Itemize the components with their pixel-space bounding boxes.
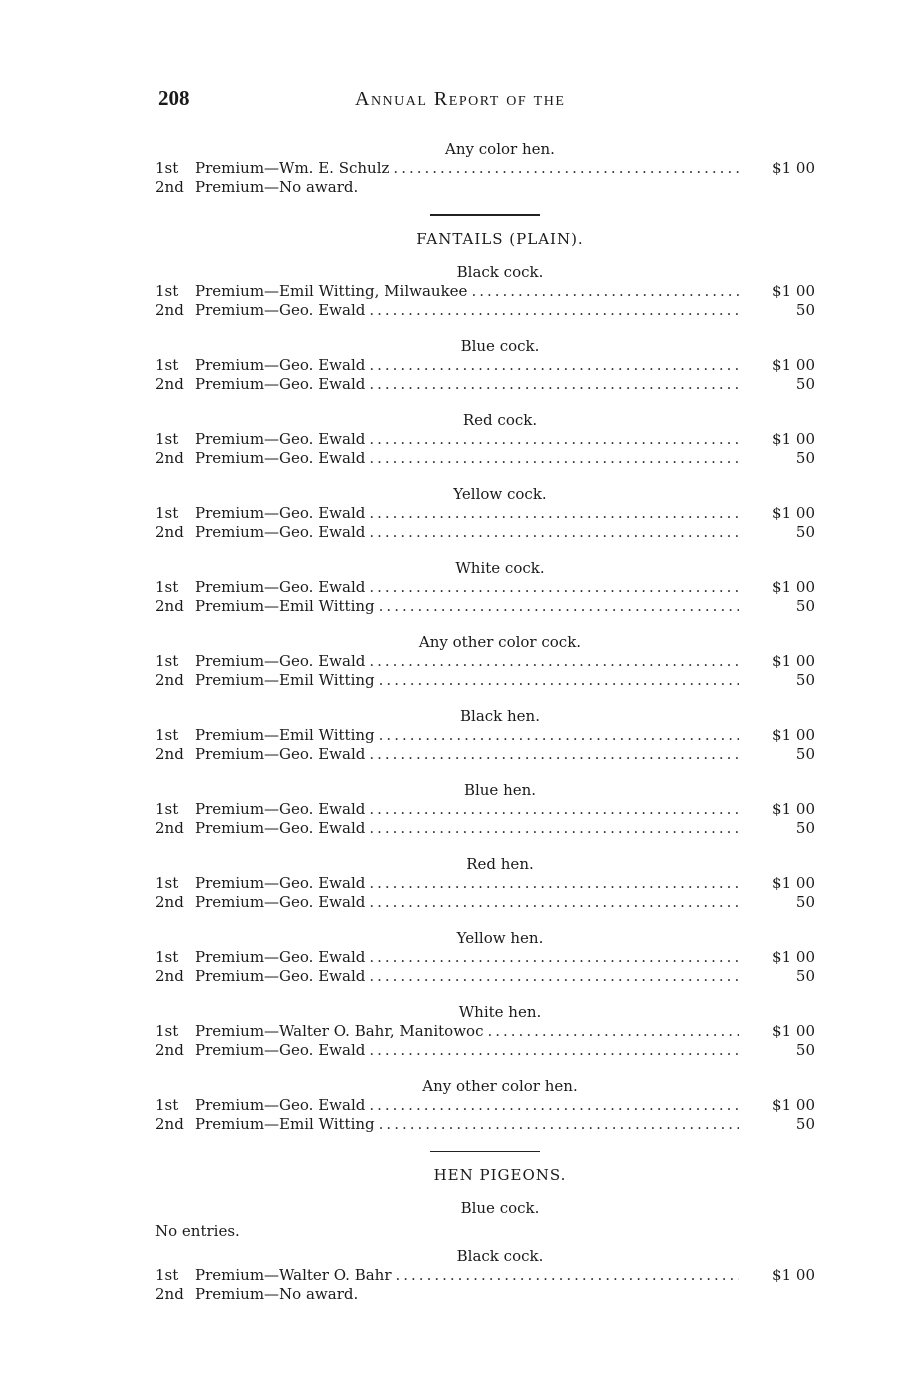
award-row bbox=[155, 893, 815, 912]
award-place: 1st bbox=[155, 355, 179, 374]
award-amount: $1 00 bbox=[772, 577, 815, 596]
award-row bbox=[155, 1266, 815, 1285]
award-place: 1st bbox=[155, 281, 179, 300]
running-title: Annual Report of the bbox=[355, 88, 566, 110]
award-text: Premium—Geo. Ewald bbox=[195, 799, 366, 818]
group-caption: Blue hen. bbox=[463, 780, 537, 799]
leader-dots bbox=[369, 301, 739, 320]
award-amount: $1 00 bbox=[772, 947, 815, 966]
award-place: 1st bbox=[155, 1266, 179, 1284]
award-place: 1st bbox=[155, 429, 179, 448]
award-group bbox=[155, 929, 815, 986]
group-caption: White cock. bbox=[455, 558, 545, 577]
award-amount: 50 bbox=[795, 744, 815, 763]
award-group bbox=[155, 263, 815, 320]
leader-dots bbox=[369, 874, 739, 893]
award-amount: $1 00 bbox=[772, 1021, 815, 1040]
award-row bbox=[155, 1096, 815, 1115]
award-place: 1st bbox=[155, 873, 179, 892]
award-group bbox=[155, 1247, 815, 1304]
leader-dots bbox=[379, 1115, 739, 1134]
group-caption: Red cock. bbox=[462, 410, 538, 429]
award-row bbox=[155, 1285, 815, 1304]
award-row bbox=[155, 1041, 815, 1060]
group-caption: Blue cock. bbox=[460, 1199, 540, 1217]
award-amount: 50 bbox=[795, 670, 815, 689]
award-text: Premium—No award. bbox=[195, 1285, 359, 1303]
leader-dots bbox=[369, 1096, 739, 1115]
leader-dots bbox=[369, 800, 739, 819]
leader-dots bbox=[369, 967, 739, 986]
award-text: Premium—Geo. Ewald bbox=[195, 448, 366, 467]
page-content bbox=[155, 140, 815, 1321]
award-amount: 50 bbox=[795, 300, 815, 319]
leader-dots bbox=[487, 1022, 739, 1041]
group-caption: Black hen. bbox=[460, 706, 540, 725]
leader-dots bbox=[396, 1266, 740, 1285]
award-row bbox=[155, 726, 815, 745]
award-place: 1st bbox=[155, 799, 179, 818]
award-row bbox=[155, 523, 815, 542]
group-caption: Any color hen. bbox=[445, 140, 555, 158]
award-amount: $1 00 bbox=[772, 799, 815, 818]
leader-dots bbox=[369, 523, 739, 542]
group-caption: White hen. bbox=[458, 1002, 542, 1021]
group-caption: Yellow hen. bbox=[456, 928, 544, 947]
leader-dots bbox=[369, 356, 739, 375]
award-row bbox=[155, 1115, 815, 1134]
group-caption: Yellow cock. bbox=[453, 484, 547, 503]
award-place: 1st bbox=[155, 159, 179, 177]
award-place: 2nd bbox=[155, 448, 184, 467]
page-header bbox=[158, 86, 818, 116]
award-place: 2nd bbox=[155, 966, 184, 985]
no-entries-note: No entries. bbox=[155, 1222, 240, 1240]
page-number: 208 bbox=[158, 86, 190, 110]
award-text: Premium—Geo. Ewald bbox=[195, 892, 366, 911]
group-caption: Black cock. bbox=[456, 1247, 544, 1265]
award-row bbox=[155, 430, 815, 449]
award-place: 2nd bbox=[155, 744, 184, 763]
award-text: Premium—Geo. Ewald bbox=[195, 873, 366, 892]
award-place: 1st bbox=[155, 651, 179, 670]
award-text: Premium—Geo. Ewald bbox=[195, 429, 366, 448]
award-amount: 50 bbox=[795, 596, 815, 615]
award-amount: 50 bbox=[795, 818, 815, 837]
award-group bbox=[155, 337, 815, 394]
award-group bbox=[155, 411, 815, 468]
leader-dots bbox=[369, 819, 739, 838]
award-text: Premium—Geo. Ewald bbox=[195, 1095, 366, 1114]
award-place: 2nd bbox=[155, 1285, 184, 1303]
award-place: 2nd bbox=[155, 596, 184, 615]
leader-dots bbox=[393, 159, 739, 178]
award-row bbox=[155, 597, 815, 616]
award-place: 2nd bbox=[155, 522, 184, 541]
award-row bbox=[155, 375, 815, 394]
award-row bbox=[155, 1022, 815, 1041]
group-caption: Red hen. bbox=[466, 854, 534, 873]
award-place: 2nd bbox=[155, 892, 184, 911]
leader-dots bbox=[369, 948, 739, 967]
leader-dots bbox=[369, 375, 739, 394]
leader-dots bbox=[369, 652, 739, 671]
award-place: 1st bbox=[155, 577, 179, 596]
leader-dots bbox=[369, 430, 739, 449]
award-place: 1st bbox=[155, 1095, 179, 1114]
award-amount: $1 00 bbox=[772, 1095, 815, 1114]
award-text: Premium—Wm. E. Schulz bbox=[195, 159, 390, 177]
leader-dots bbox=[369, 504, 739, 523]
award-group bbox=[155, 140, 815, 197]
award-group bbox=[155, 707, 815, 764]
award-text: Premium—Geo. Ewald bbox=[195, 503, 366, 522]
award-row bbox=[155, 504, 815, 523]
award-text: Premium—Geo. Ewald bbox=[195, 818, 366, 837]
award-amount: 50 bbox=[795, 1114, 815, 1133]
award-amount: $1 00 bbox=[772, 725, 815, 744]
award-amount: 50 bbox=[795, 892, 815, 911]
award-place: 2nd bbox=[155, 374, 184, 393]
award-amount: $1 00 bbox=[772, 355, 815, 374]
award-text: Premium—Emil Witting, Milwaukee bbox=[195, 281, 468, 300]
leader-dots bbox=[379, 671, 739, 690]
leader-dots bbox=[379, 726, 739, 745]
award-text: Premium—Walter O. Bahr bbox=[195, 1266, 392, 1284]
award-row bbox=[155, 671, 815, 690]
leader-dots bbox=[369, 1041, 739, 1060]
award-place: 2nd bbox=[155, 1040, 184, 1059]
award-text: Premium—Geo. Ewald bbox=[195, 966, 366, 985]
award-row bbox=[155, 948, 815, 967]
award-row bbox=[155, 578, 815, 597]
award-group bbox=[155, 559, 815, 616]
award-text: Premium—Walter O. Bahr, Manitowoc bbox=[195, 1021, 484, 1040]
award-text: Premium—Geo. Ewald bbox=[195, 374, 366, 393]
section-heading: FANTAILS (PLAIN). bbox=[416, 229, 584, 248]
award-text: Premium—Emil Witting bbox=[195, 596, 375, 615]
award-text: Premium—Geo. Ewald bbox=[195, 744, 366, 763]
award-place: 2nd bbox=[155, 1114, 184, 1133]
award-amount: 50 bbox=[795, 1040, 815, 1059]
award-text: Premium—Emil Witting bbox=[195, 725, 375, 744]
leader-dots bbox=[369, 578, 739, 597]
award-amount: $1 00 bbox=[772, 1266, 815, 1284]
award-place: 1st bbox=[155, 1021, 179, 1040]
award-row bbox=[155, 159, 815, 178]
section-heading: HEN PIGEONS. bbox=[433, 1166, 567, 1184]
section-divider bbox=[430, 214, 540, 216]
award-place: 2nd bbox=[155, 818, 184, 837]
award-row bbox=[155, 178, 815, 197]
group-caption: Blue cock. bbox=[460, 336, 540, 355]
award-amount: $1 00 bbox=[772, 429, 815, 448]
award-place: 1st bbox=[155, 503, 179, 522]
award-row bbox=[155, 282, 815, 301]
award-amount: $1 00 bbox=[772, 873, 815, 892]
award-row bbox=[155, 874, 815, 893]
group-caption: Any other color hen. bbox=[422, 1076, 578, 1095]
award-amount: 50 bbox=[795, 374, 815, 393]
award-group bbox=[155, 1077, 815, 1134]
award-place: 1st bbox=[155, 725, 179, 744]
award-group bbox=[155, 485, 815, 542]
award-row bbox=[155, 356, 815, 375]
leader-dots bbox=[471, 282, 739, 301]
award-text: Premium—Emil Witting bbox=[195, 1114, 375, 1133]
award-row bbox=[155, 819, 815, 838]
award-place: 2nd bbox=[155, 300, 184, 319]
award-text: Premium—Geo. Ewald bbox=[195, 1040, 366, 1059]
award-text: Premium—Geo. Ewald bbox=[195, 651, 366, 670]
award-group bbox=[155, 855, 815, 912]
award-row bbox=[155, 652, 815, 671]
award-amount: 50 bbox=[795, 522, 815, 541]
group-caption: Black cock. bbox=[456, 262, 544, 281]
award-group bbox=[155, 633, 815, 690]
award-amount: $1 00 bbox=[772, 159, 815, 177]
award-text: Premium—Geo. Ewald bbox=[195, 355, 366, 374]
award-amount: 50 bbox=[795, 966, 815, 985]
award-text: Premium—Geo. Ewald bbox=[195, 577, 366, 596]
award-group bbox=[155, 1003, 815, 1060]
award-group bbox=[155, 781, 815, 838]
award-text: Premium—Geo. Ewald bbox=[195, 947, 366, 966]
award-row bbox=[155, 301, 815, 320]
award-text: Premium—Emil Witting bbox=[195, 670, 375, 689]
award-row bbox=[155, 745, 815, 764]
leader-dots bbox=[369, 745, 739, 764]
award-place: 1st bbox=[155, 947, 179, 966]
award-text: Premium—Geo. Ewald bbox=[195, 300, 366, 319]
award-text: Premium—Geo. Ewald bbox=[195, 522, 366, 541]
award-amount: $1 00 bbox=[772, 651, 815, 670]
leader-dots bbox=[369, 893, 739, 912]
group-caption: Any other color cock. bbox=[418, 632, 582, 651]
award-row bbox=[155, 449, 815, 468]
award-amount: $1 00 bbox=[772, 281, 815, 300]
award-amount: $1 00 bbox=[772, 503, 815, 522]
leader-dots bbox=[369, 449, 739, 468]
award-place: 2nd bbox=[155, 670, 184, 689]
award-row bbox=[155, 967, 815, 986]
award-row bbox=[155, 800, 815, 819]
award-text: Premium—No award. bbox=[195, 178, 359, 196]
section-divider bbox=[430, 1151, 540, 1153]
award-amount: 50 bbox=[795, 448, 815, 467]
award-place: 2nd bbox=[155, 178, 184, 196]
leader-dots bbox=[379, 597, 739, 616]
